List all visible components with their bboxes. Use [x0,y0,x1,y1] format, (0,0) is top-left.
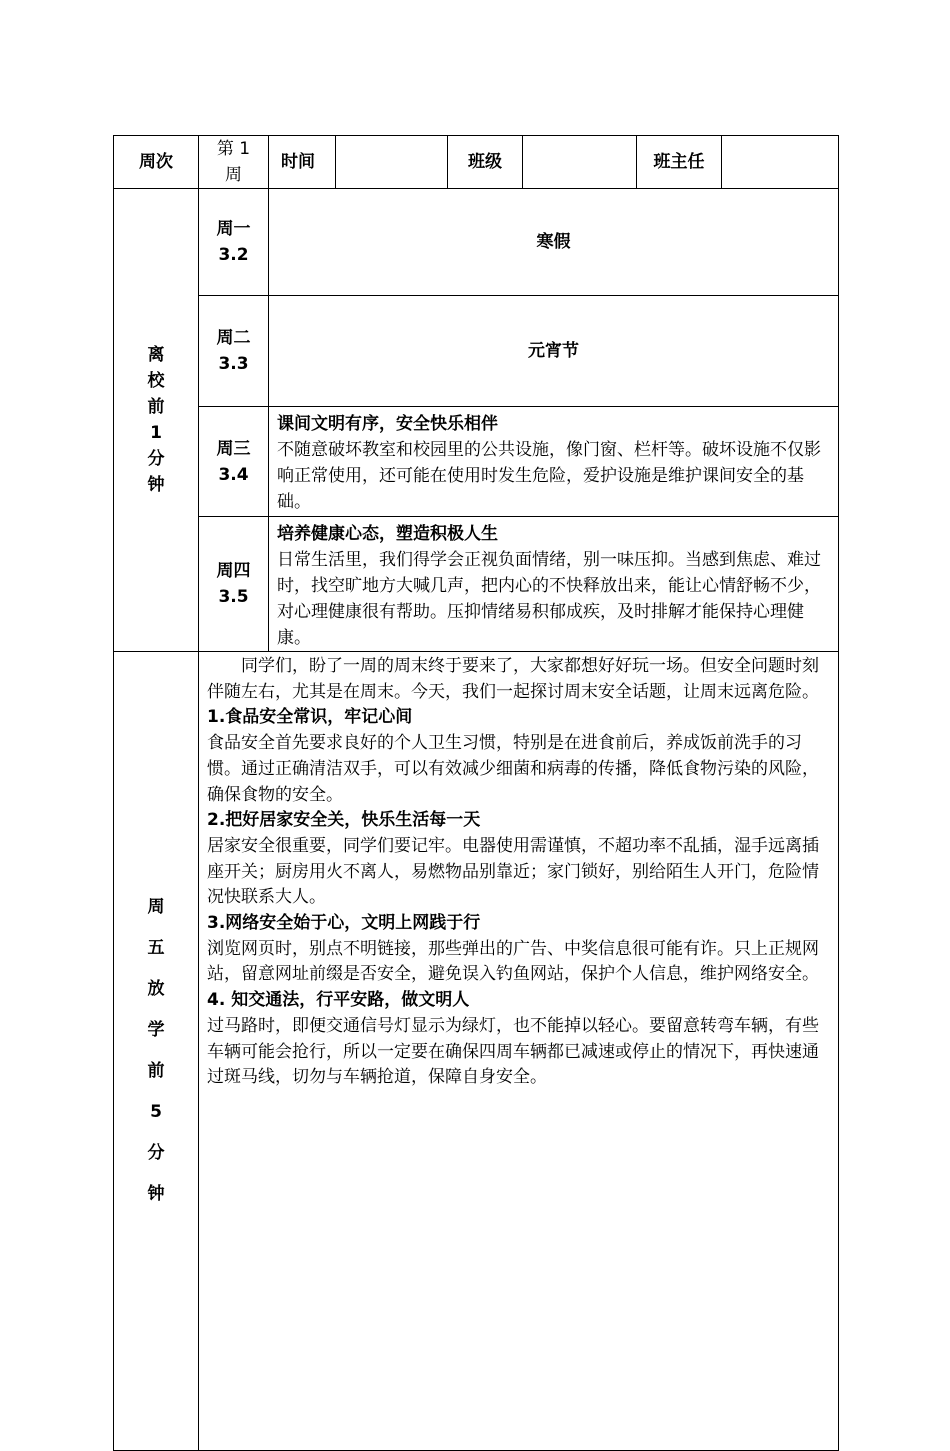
day-name: 周二 [216,328,251,348]
day-date: 3.2 [218,245,249,265]
day-cell-thursday [199,517,269,652]
day-date: 3.3 [218,354,249,374]
weekly-safety-table [113,135,839,1451]
wednesday-title: 课间文明有序，安全快乐相伴 [277,414,498,434]
monday-content [269,189,839,296]
friday-content [199,652,839,1451]
section-text: 食品安全首先要求良好的个人卫生习惯，特别是在进食前后，养成饭前洗手的习惯。通过正确清洁双手，可以有效减少细菌和病毒的传播，降低食物污染的风险，确保食物的安全。 [207,733,819,805]
day-cell-monday [199,189,269,296]
friday-row [114,652,839,1451]
before-leaving-label [114,189,199,652]
monday-row [114,189,839,296]
time-label: 时间 [269,136,336,189]
section-text: 浏览网页时，别点不明链接，那些弹出的广告、中奖信息很可能有诈。只上正规网站，留意网址前缀是否安全，避免误入钓鱼网站，保护个人信息，维护网络安全。 [207,938,819,985]
week-value [199,136,269,189]
day-cell-tuesday [199,296,269,407]
tuesday-title: 元宵节 [528,341,579,361]
day-cell-wednesday [199,407,269,517]
class-value[interactable] [523,136,637,189]
thursday-title: 培养健康心态，塑造积极人生 [277,524,498,544]
header-row [114,136,839,189]
friday-label [114,652,199,1451]
label-char: 放 [147,979,165,999]
label-char: 学 [147,1020,165,1040]
class-label: 班级 [448,136,523,189]
day-name: 周四 [216,561,251,581]
label-char: 钟 [147,1184,165,1204]
tuesday-content [269,296,839,407]
label-char: 离 [147,345,165,365]
section-text: 过马路时，即便交通信号灯显示为绿灯，也不能掉以轻心。要留意转弯车辆，有些车辆可能会抢行，所以一定要在确保四周车辆都已减速或停止的情况下，再快速通过斑马线，切勿与车辆抢道，保障自身安全。 [207,1015,819,1088]
label-char: 前 [147,397,165,417]
section-title: 3.网络安全始于心，文明上网践于行 [207,913,481,934]
section-title: 2.把好居家安全关，快乐生活每一天 [207,810,481,831]
week-value-line1: 第 1 [216,139,251,159]
label-char: 五 [147,938,165,958]
week-label: 周次 [114,136,199,189]
day-date: 3.5 [218,587,249,607]
wednesday-content [269,407,839,517]
label-char: 钟 [147,475,165,495]
wednesday-row [114,407,839,517]
friday-intro: 同学们，盼了一周的周末终于要来了，大家都想好好玩一场。但安全问题时刻伴随左右，尤其是在周末。今天，我们一起探讨周末安全话题，让周末远离危险。 [207,656,819,702]
label-char: 1 [150,423,162,443]
week-value-line2: 周 [225,165,242,185]
label-char: 5 [150,1102,162,1122]
section-title: 1.食品安全常识，牢记心间 [207,707,413,728]
thursday-content [269,517,839,652]
teacher-label: 班主任 [637,136,722,189]
time-value[interactable] [336,136,448,189]
thursday-text: 日常生活里，我们得学会正视负面情绪，别一味压抑。当感到焦虑、难过时，找空旷地方大喊几声，把内心的不快释放出来，能让心情舒畅不少，对心理健康很有帮助。压抑情绪易积郁成疾，及时排解才能保持心理健康。 [277,550,821,648]
tuesday-row [114,296,839,407]
label-char: 周 [147,897,165,917]
thursday-row [114,517,839,652]
label-char: 分 [147,1143,165,1163]
teacher-value[interactable] [722,136,839,189]
monday-title: 寒假 [536,232,571,252]
label-char: 校 [147,371,165,391]
day-date: 3.4 [218,464,249,485]
section-title: 4. 知交通法，行平安路，做文明人 [207,990,470,1011]
section-text: 居家安全很重要，同学们要记牢。电器使用需谨慎，不超功率不乱插，湿手远离插座开关；厨房用火不离人，易燃物品别靠近；家门锁好，别给陌生人开门，危险情况快联系大人。 [207,835,819,908]
wednesday-text: 不随意破坏教室和校园里的公共设施，像门窗、栏杆等。破坏设施不仅影响正常使用，还可能在使用时发生危险，爱护设施是维护课间安全的基础。 [277,440,821,512]
day-name: 周一 [216,219,251,239]
label-char: 前 [147,1061,165,1081]
label-char: 分 [147,449,165,469]
day-name: 周三 [216,438,251,459]
